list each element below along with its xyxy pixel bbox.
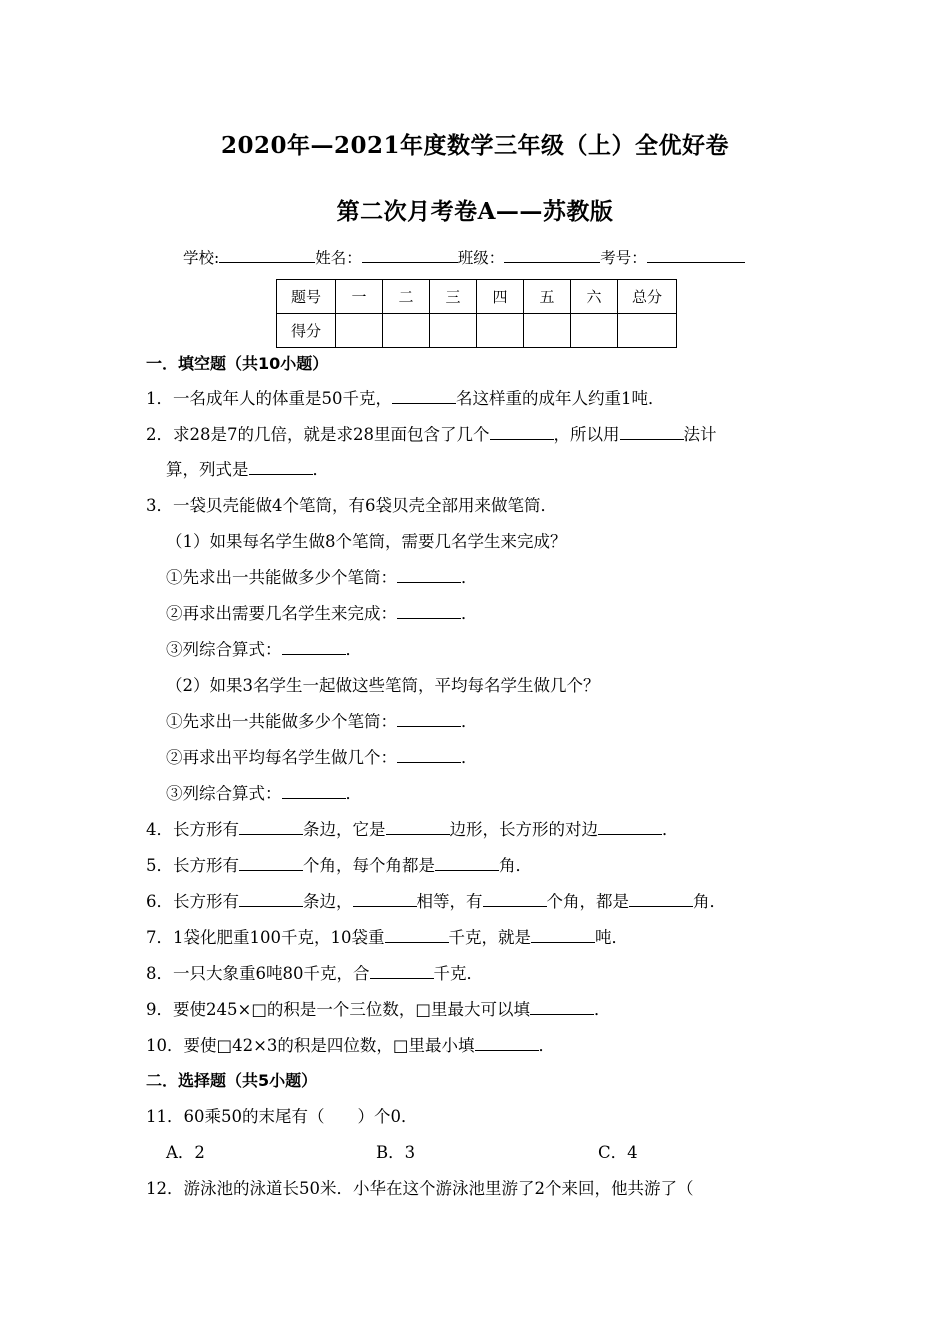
student-info — [183, 246, 745, 268]
q6-text-d: 个角，都是 — [546, 892, 629, 911]
name-label: 姓名： — [315, 249, 362, 267]
q2-text-b: ，所以用 — [553, 425, 620, 444]
answer-blank[interactable] — [530, 1000, 594, 1015]
header-cell: 三 — [430, 280, 477, 314]
score-cell[interactable] — [477, 314, 524, 348]
period: ． — [538, 1036, 555, 1055]
score-cell[interactable] — [618, 314, 677, 348]
answer-blank[interactable] — [397, 568, 461, 583]
title-line-1: 2020年—2021年度数学三年级（上）全优好卷 — [220, 132, 730, 159]
answer-blank[interactable] — [435, 856, 499, 871]
answer-blank[interactable] — [282, 640, 346, 655]
question-5 — [146, 856, 532, 876]
question-4 — [146, 820, 679, 840]
score-cell[interactable] — [571, 314, 618, 348]
q3-p2-step-3 — [166, 784, 362, 804]
q8-text-a: 8．一只大象重6吨80千克，合 — [146, 964, 370, 983]
answer-blank[interactable] — [385, 928, 449, 943]
question-3-part-2: （2）如果3名学生一起做这些笔筒，平均每名学生做几个？ — [166, 676, 600, 695]
option-b[interactable]: B．3 — [376, 1143, 416, 1162]
step-text: ①先求出一共能做多少个笔筒： — [166, 712, 397, 731]
q7-text-c: 吨． — [595, 928, 628, 947]
period: ． — [594, 1000, 611, 1019]
answer-blank[interactable] — [397, 748, 461, 763]
q4-text-c: 边形，长方形的对边 — [449, 820, 598, 839]
q3-p2-step-2 — [166, 748, 478, 768]
score-cell[interactable] — [430, 314, 477, 348]
score-row-label: 得分 — [277, 314, 336, 348]
q1-text-b: 名这样重的成年人约重1吨． — [456, 389, 665, 408]
header-cell: 二 — [383, 280, 430, 314]
period: ． — [461, 748, 478, 767]
period: ． — [662, 820, 679, 839]
period: ． — [345, 640, 362, 659]
class-blank[interactable] — [504, 248, 600, 263]
header-cell: 四 — [477, 280, 524, 314]
q6-text-c: 相等，有 — [416, 892, 483, 911]
step-text: ③列综合算式： — [166, 784, 282, 803]
q2-text-a: 2．求28是7的几倍，就是求28里面包含了几个 — [146, 425, 490, 444]
answer-blank[interactable] — [249, 460, 313, 475]
step-text: ③列综合算式： — [166, 640, 282, 659]
question-10 — [146, 1036, 555, 1056]
q3-p2-step-1 — [166, 712, 478, 732]
answer-blank[interactable] — [353, 892, 417, 907]
q5-text-b: 个角，每个角都是 — [303, 856, 435, 875]
answer-blank[interactable] — [490, 425, 554, 440]
q2-text-c: 法计 — [683, 425, 717, 444]
period: ． — [312, 460, 329, 479]
header-cell: 题号 — [277, 280, 336, 314]
answer-blank[interactable] — [475, 1036, 539, 1051]
q9-text-a: 9．要使245×□的积是一个三位数，□里最大可以填 — [146, 1000, 530, 1019]
period: ． — [461, 712, 478, 731]
section-2-heading: 二．选择题（共5小题） — [146, 1071, 318, 1090]
step-text: ②再求出平均每名学生做几个： — [166, 748, 397, 767]
score-cell[interactable] — [383, 314, 430, 348]
header-cell: 一 — [336, 280, 383, 314]
question-11-options — [166, 1143, 638, 1163]
step-text: ①先求出一共能做多少个笔筒： — [166, 568, 397, 587]
score-cell[interactable] — [524, 314, 571, 348]
number-blank[interactable] — [647, 248, 745, 263]
q6-text-a: 6．长方形有 — [146, 892, 239, 911]
q7-text-b: 千克，就是 — [448, 928, 531, 947]
answer-blank[interactable] — [370, 964, 434, 979]
q6-text-e: 角． — [693, 892, 726, 911]
score-table-score-row — [277, 314, 677, 348]
header-cell: 总分 — [618, 280, 677, 314]
q7-text-a: 7．1袋化肥重100千克，10袋重 — [146, 928, 385, 947]
q6-text-b: 条边， — [303, 892, 353, 911]
question-3-part-1: （1）如果每名学生做8个笔筒，需要几名学生来完成？ — [166, 532, 567, 551]
question-11: 11．60乘50的末尾有（ ）个0． — [146, 1107, 418, 1126]
q1-text-a: 1．一名成年人的体重是50千克， — [146, 389, 392, 408]
class-label: 班级： — [457, 249, 505, 267]
question-8 — [146, 964, 483, 984]
score-table — [276, 279, 677, 348]
step-text: ②再求出需要几名学生来完成： — [166, 604, 397, 623]
option-a[interactable]: A．2 — [166, 1143, 205, 1162]
answer-blank[interactable] — [386, 820, 450, 835]
option-c[interactable]: C．4 — [598, 1143, 638, 1162]
header-cell: 六 — [571, 280, 618, 314]
q5-text-c: 角． — [499, 856, 532, 875]
school-label: 学校: — [183, 249, 220, 267]
question-12: 12．游泳池的泳道长50米．小华在这个游泳池里游了2个来回，他共游了（ — [146, 1179, 694, 1198]
answer-blank[interactable] — [392, 389, 456, 404]
number-label: 考号： — [600, 249, 647, 267]
q3-p1-step-3 — [166, 640, 362, 660]
answer-blank[interactable] — [397, 712, 461, 727]
title-line-2: 第二次月考卷A——苏教版 — [336, 198, 614, 225]
name-blank[interactable] — [362, 248, 458, 263]
score-table-header-row — [277, 280, 677, 314]
answer-blank[interactable] — [620, 425, 684, 440]
section-1-heading: 一．填空题（共10小题） — [146, 354, 329, 373]
answer-blank[interactable] — [239, 892, 303, 907]
q2-cont-text: 算，列式是 — [166, 460, 249, 479]
score-cell[interactable] — [336, 314, 383, 348]
q3-p1-step-2 — [166, 604, 478, 624]
question-2-cont — [166, 460, 329, 480]
answer-blank[interactable] — [239, 856, 303, 871]
answer-blank[interactable] — [282, 784, 346, 799]
question-3: 3．一袋贝壳能做4个笔筒，有6袋贝壳全部用来做笔筒． — [146, 496, 557, 515]
q3-p1-step-1 — [166, 568, 478, 588]
q8-text-b: 千克． — [433, 964, 483, 983]
q4-text-a: 4．长方形有 — [146, 820, 239, 839]
answer-blank[interactable] — [397, 604, 461, 619]
school-blank[interactable] — [219, 248, 315, 263]
question-7 — [146, 928, 628, 948]
q10-text-a: 10．要使□42×3的积是四位数，□里最小填 — [146, 1036, 475, 1055]
header-cell: 五 — [524, 280, 571, 314]
answer-blank[interactable] — [531, 928, 595, 943]
q4-text-b: 条边，它是 — [303, 820, 386, 839]
question-9 — [146, 1000, 611, 1020]
period: ． — [461, 568, 478, 587]
answer-blank[interactable] — [598, 820, 662, 835]
answer-blank[interactable] — [239, 820, 303, 835]
period: ． — [461, 604, 478, 623]
question-1 — [146, 389, 665, 409]
q5-text-a: 5．长方形有 — [146, 856, 239, 875]
answer-blank[interactable] — [483, 892, 547, 907]
answer-blank[interactable] — [629, 892, 693, 907]
question-2 — [146, 425, 717, 445]
question-6 — [146, 892, 726, 912]
period: ． — [345, 784, 362, 803]
